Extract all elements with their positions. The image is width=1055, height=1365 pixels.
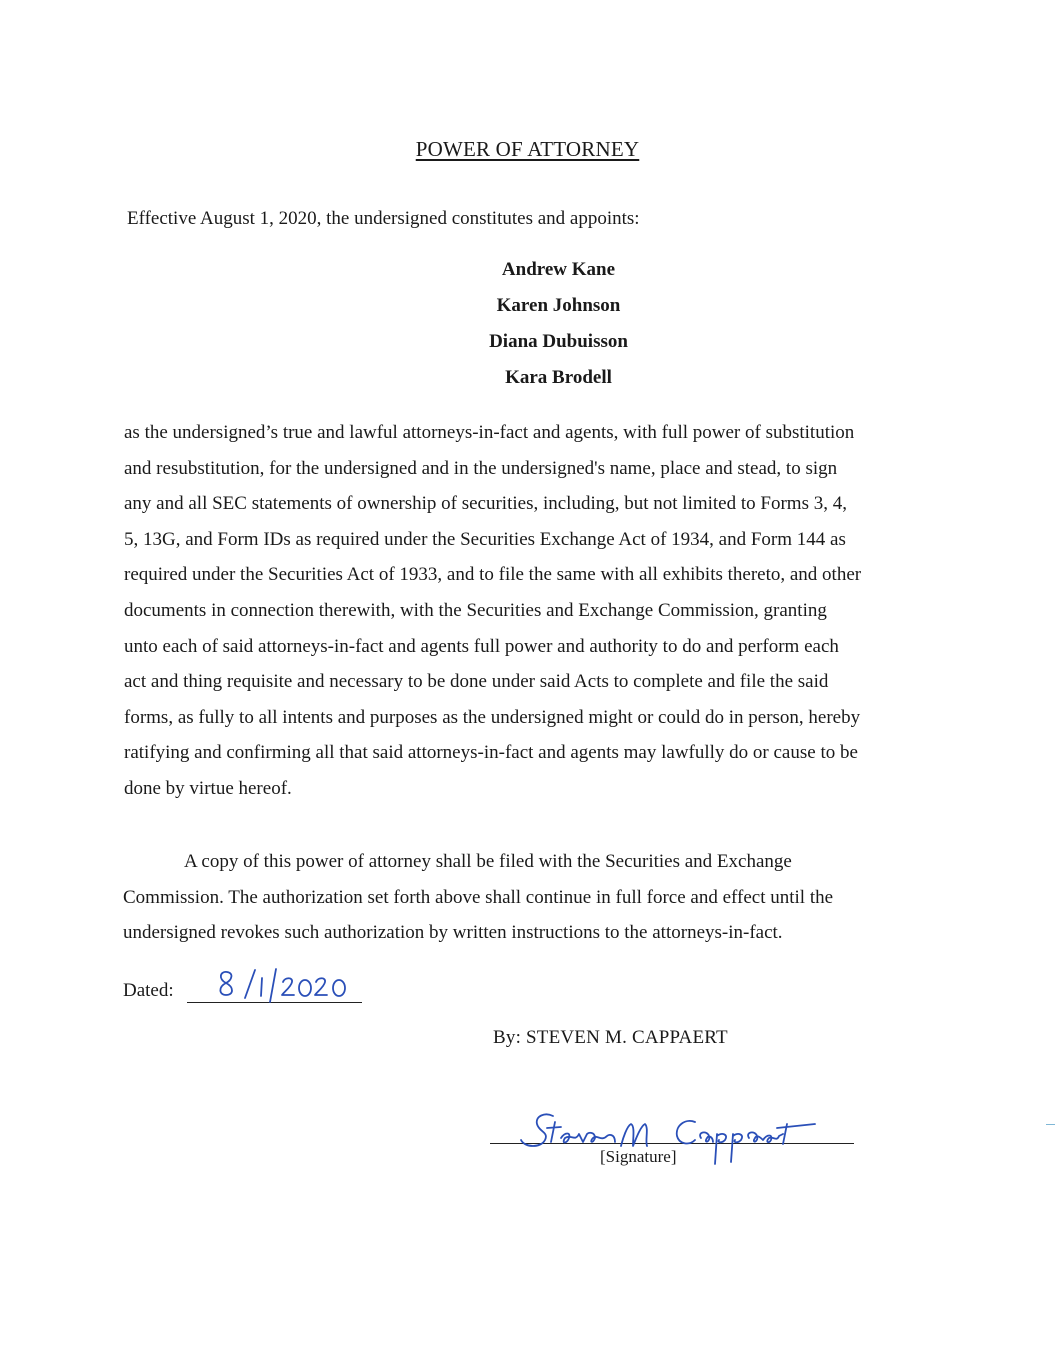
document-title: POWER OF ATTORNEY [415,137,640,161]
appointee-list [0,252,1055,396]
appointee-name: Andrew Kane [501,259,616,280]
appointee-name: Diana Dubuisson [489,331,628,352]
paragraph-line: forms, as fully to all intents and purposes as the undersigned might or could do in person, hereby [124,706,861,728]
signature-label: [Signature] [600,1147,677,1166]
paragraph-line: as the undersigned’s true and lawful attorneys-in-fact and agents, with full power of substitution [124,422,855,443]
paragraph-line: unto each of said attorneys-in-fact and agents full power and authority to do and perform each [124,635,839,657]
dated-label: Dated: [123,980,174,1001]
paragraph-line: and resubstitution, for the undersigned and in the undersigned's name, place and stead, to sign [124,457,838,479]
paragraph-line: 5, 13G, and Form IDs as required under the Securities Exchange Act of 1934, and Form 144 as [124,528,846,550]
paragraph-line: act and thing requisite and necessary to be done under said Acts to complete and file the said [124,671,829,693]
authority-paragraph [124,415,932,807]
paragraph-line: undersigned revokes such authorization by written instructions to the attorneys-in-fact. [123,922,783,943]
appointee-name: Kara Brodell [505,367,612,388]
paragraph-line: any and all SEC statements of ownership of securities, including, but not limited to Forms 3, 4, [124,493,847,515]
handwritten-signature [515,1108,845,1168]
filing-paragraph [123,844,931,951]
paragraph-line: A copy of this power of attorney shall be filed with the Securities and Exchange [184,851,792,872]
intro-text: Effective August 1, 2020, the undersigned constitutes and appoints: [127,208,640,229]
paragraph-line: ratifying and confirming all that said attorneys-in-fact and agents may lawfully do or cause to be [124,742,858,764]
paragraph-line: Commission. The authorization set forth above shall continue in full force and effect until the [123,886,834,908]
signatory-name: By: STEVEN M. CAPPAERT [493,1027,728,1048]
paragraph-line: required under the Securities Act of 1933, and to file the same with all exhibits thereto, and other [124,564,862,586]
scan-edge-mark [1046,1124,1055,1125]
appointee-name: Karen Johnson [496,295,621,316]
paragraph-line: done by virtue hereof. [124,777,292,799]
paragraph-line: documents in connection therewith, with the Securities and Exchange Commission, granting [124,599,827,621]
handwritten-date [212,965,362,1005]
